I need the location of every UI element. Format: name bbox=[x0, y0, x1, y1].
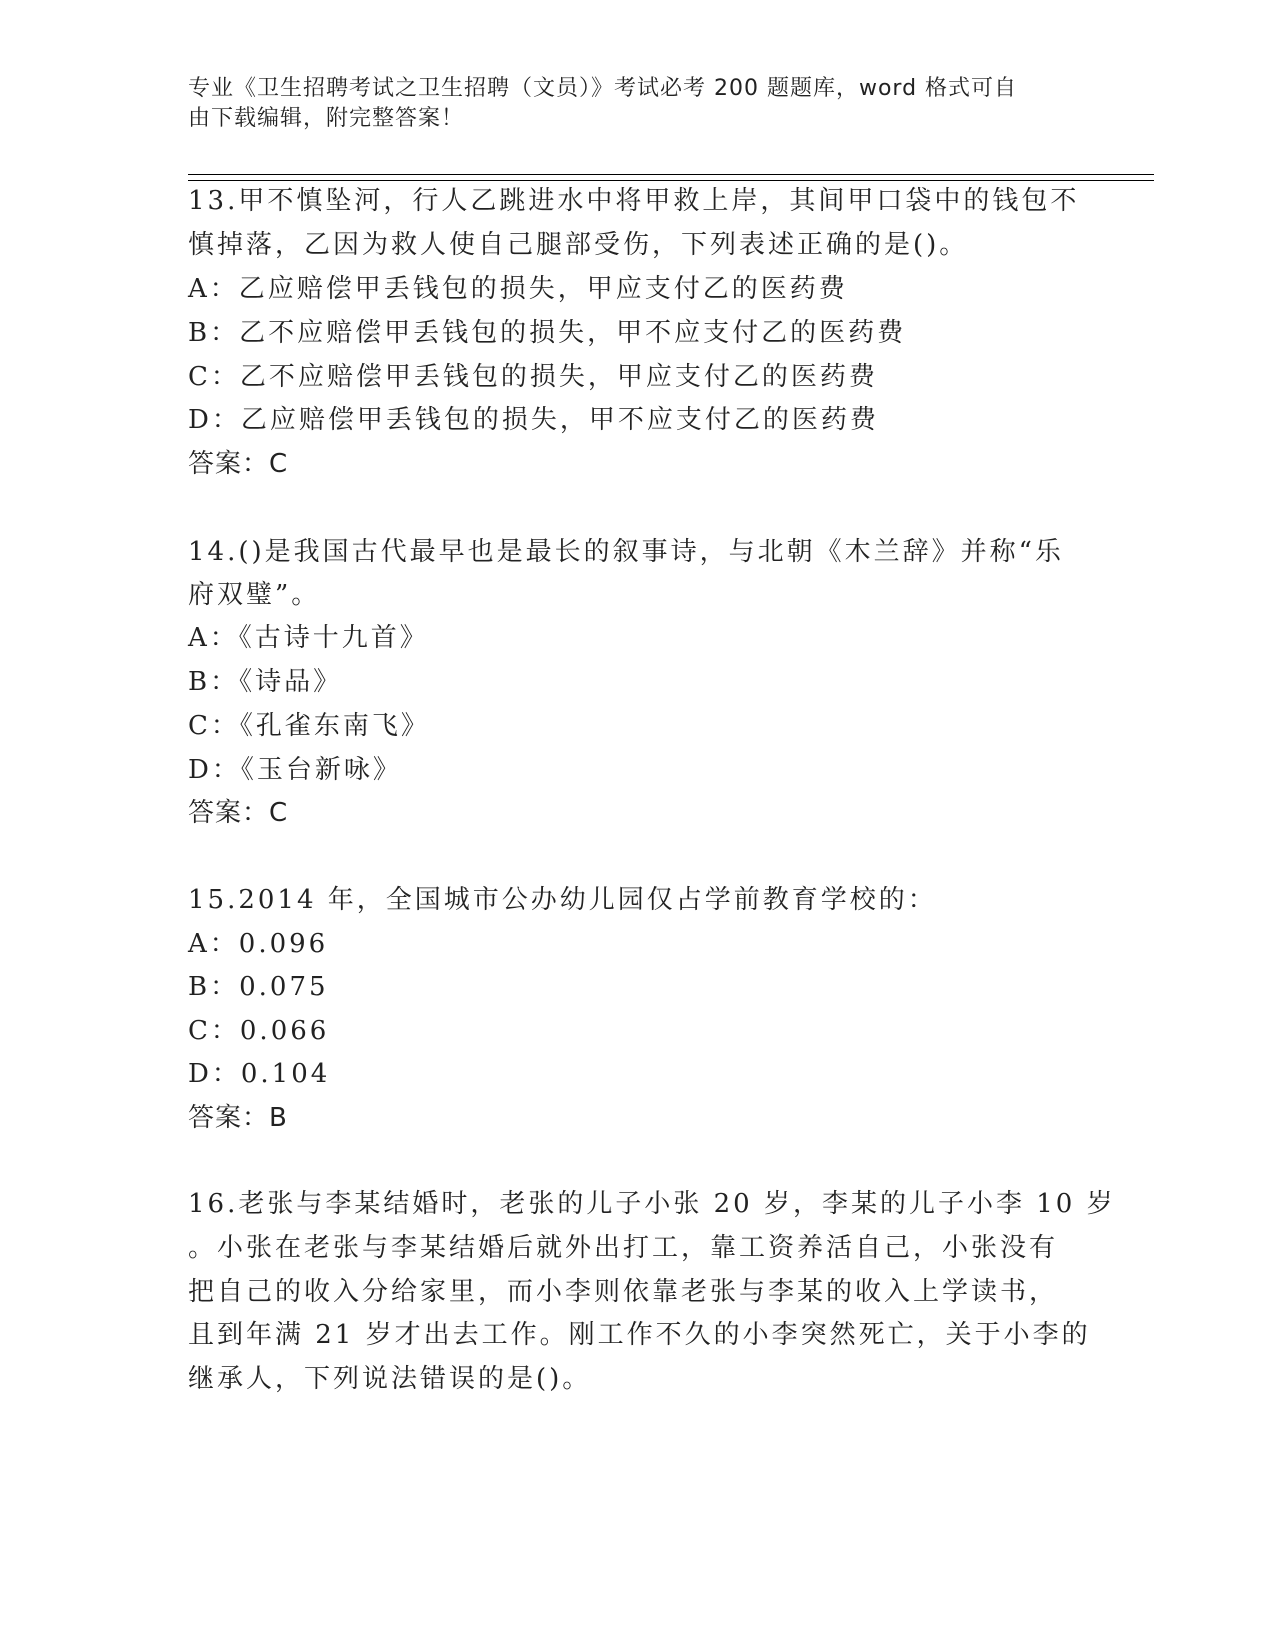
question-16-stem-line-1: 16.老张与李某结婚时，老张的儿子小张 20 岁，李某的儿子小李 10 岁 bbox=[188, 1189, 1116, 1219]
header-rule-bottom bbox=[188, 180, 1154, 181]
question-15-option-b: B：0.075 bbox=[188, 972, 329, 1002]
question-16-stem-line-4: 且到年满 21 岁才出去工作。刚工作不久的小李突然死亡，关于小李的 bbox=[188, 1320, 1091, 1350]
question-13-stem-line-2: 慎掉落，乙因为救人使自己腿部受伤，下列表述正确的是()。 bbox=[188, 230, 969, 260]
question-14-option-b: B：《诗品》 bbox=[188, 667, 343, 697]
question-14-stem-line-2: 府双璧”。 bbox=[188, 580, 321, 610]
document-title-line-2: 由下载编辑，附完整答案！ bbox=[188, 106, 465, 131]
question-16-stem-line-3: 把自己的收入分给家里，而小李则依靠老张与李某的收入上学读书， bbox=[188, 1277, 1059, 1307]
question-15-option-c: C：0.066 bbox=[188, 1016, 330, 1046]
question-15-answer: 答案：B bbox=[188, 1103, 288, 1133]
question-13-option-b: B：乙不应赔偿甲丢钱包的损失，甲不应支付乙的医药费 bbox=[188, 318, 907, 348]
document-title-line-1: 专业《卫生招聘考试之卫生招聘（文员）》考试必考 200 题题库，word 格式可自 bbox=[188, 76, 1018, 101]
question-13-option-a: A：乙应赔偿甲丢钱包的损失，甲应支付乙的医药费 bbox=[188, 274, 848, 304]
question-13-answer: 答案：C bbox=[188, 449, 289, 479]
question-14-answer: 答案：C bbox=[188, 798, 289, 828]
question-16-stem-line-5: 继承人，下列说法错误的是()。 bbox=[188, 1364, 592, 1394]
question-16-stem-line-2: 。小张在老张与李某结婚后就外出打工，靠工资养活自己，小张没有 bbox=[188, 1233, 1059, 1263]
question-13-option-c: C：乙不应赔偿甲丢钱包的损失，甲应支付乙的医药费 bbox=[188, 362, 878, 392]
question-15-stem-line-1: 15.2014 年，全国城市公办幼儿园仅占学前教育学校的： bbox=[188, 885, 937, 915]
question-14-option-c: C：《孔雀东南飞》 bbox=[188, 711, 430, 741]
header-rule-top bbox=[188, 174, 1154, 175]
question-15-option-d: D：0.104 bbox=[188, 1059, 331, 1089]
question-15-option-a: A：0.096 bbox=[188, 929, 329, 959]
question-13-option-d: D：乙应赔偿甲丢钱包的损失，甲不应支付乙的医药费 bbox=[188, 405, 879, 435]
question-14-option-a: A：《古诗十九首》 bbox=[188, 623, 429, 653]
question-14-option-d: D：《玉台新咏》 bbox=[188, 755, 402, 785]
question-13-stem-line-1: 13.甲不慎坠河，行人乙跳进水中将甲救上岸，其间甲口袋中的钱包不 bbox=[188, 186, 1080, 216]
question-14-stem-line-1: 14.()是我国古代最早也是最长的叙事诗，与北朝《木兰辞》并称“乐 bbox=[188, 537, 1064, 567]
